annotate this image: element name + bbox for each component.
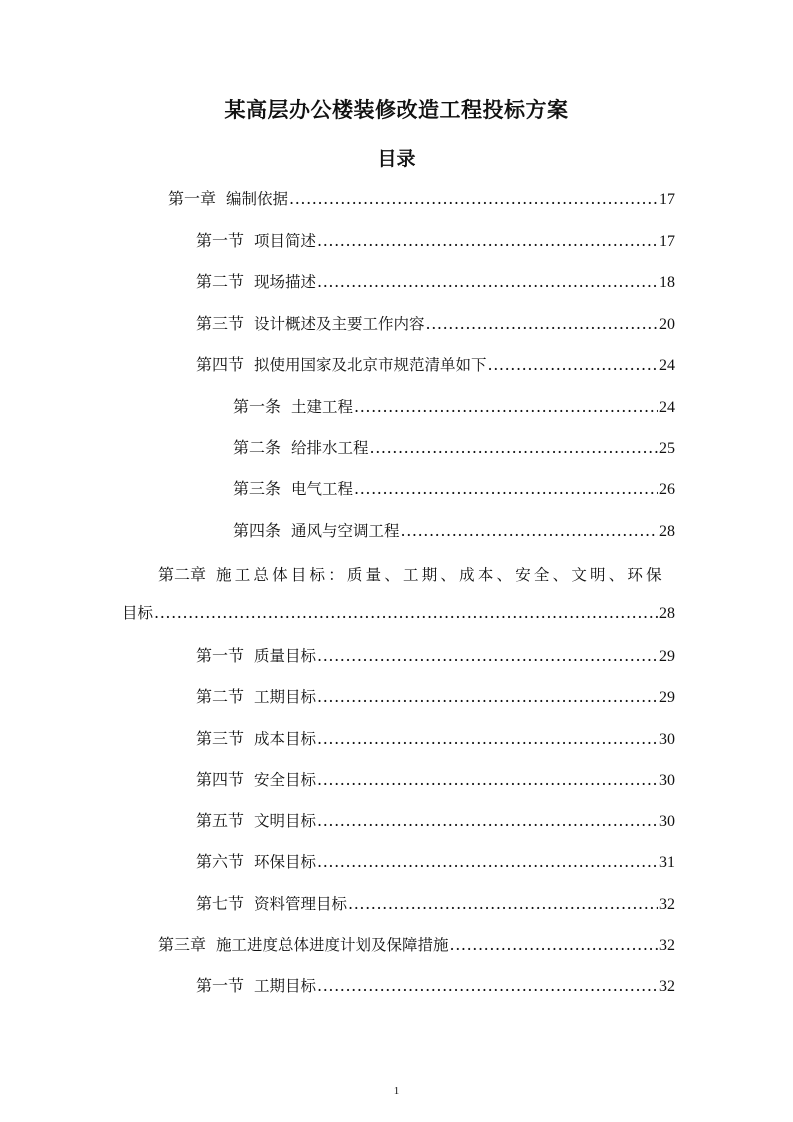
toc-entry-title: 项目简述 [254,232,317,250]
toc-entry-chapter-2-continued[interactable] [122,601,675,625]
toc-entry-title: 拟使用国家及北京市规范清单如下 [254,356,487,374]
toc-entry-section[interactable] [196,228,675,252]
toc-dot-leader [317,729,658,748]
toc-heading: 目录 [377,148,416,170]
toc-entry-section[interactable] [196,726,675,750]
toc-entry-chapter-2[interactable] [158,562,665,585]
toc-entry-title: 土建工程 [291,398,354,416]
toc-entry-section[interactable] [196,311,675,335]
toc-entry-number: 第七节 [196,894,245,913]
toc-entry-number: 第一条 [233,397,282,416]
toc-entry-number: 第二节 [196,687,245,706]
toc-entry-chapter-1[interactable] [168,186,675,210]
toc-dot-leader [317,687,658,706]
toc-dot-leader [488,355,658,374]
toc-entry-title: 文明目标 [254,812,317,830]
toc-entry-title-continued: 目标 [122,604,154,622]
toc-entry-title: 电气工程 [291,480,354,498]
toc-entry-page: 25 [659,440,675,457]
toc-entry-number: 第三条 [233,479,282,498]
toc-entry-section[interactable] [196,352,675,376]
toc-entry-title: 质量目标 [254,647,317,665]
toc-entry-title: 施工总体目标：质量、工期、成本、安全、文明、环保 [216,566,665,584]
toc-entry-number: 第一节 [196,231,245,250]
toc-entry-page: 26 [659,481,675,498]
toc-dot-leader [450,935,658,954]
toc-entry-article[interactable] [233,476,675,500]
toc-entry-section[interactable] [196,891,675,915]
toc-dot-leader [370,438,658,457]
toc-entry-number: 第一节 [196,646,245,665]
page-number: 1 [393,1085,400,1097]
toc-entry-number: 第六节 [196,852,245,871]
toc-entry-section[interactable] [196,269,675,293]
document-title: 某高层办公楼装修改造工程投标方案 [224,98,569,122]
toc-entry-section[interactable] [196,973,675,997]
toc-entry-page: 30 [659,772,675,789]
toc-entry-page: 32 [659,937,675,954]
toc-entry-number: 第一章 [168,189,217,208]
toc-entry-title: 编制依据 [226,190,289,208]
toc-entry-page: 30 [659,731,675,748]
toc-entry-article[interactable] [233,518,675,542]
toc-entry-number: 第三节 [196,314,245,333]
toc-entry-section[interactable] [196,643,675,667]
toc-entry-page: 28 [659,605,675,622]
toc-entry-page: 20 [659,316,675,333]
toc-entry-section[interactable] [196,684,675,708]
toc-entry-title: 工期目标 [254,977,317,995]
toc-entry-title: 设计概述及主要工作内容 [254,315,425,333]
toc-entry-page: 32 [659,978,675,995]
toc-entry-page: 30 [659,813,675,830]
toc-dot-leader [317,976,658,995]
toc-entry-title: 通风与空调工程 [291,522,400,540]
toc-dot-leader [354,479,658,498]
toc-dot-leader [317,770,658,789]
toc-dot-leader [317,811,658,830]
toc-entry-article[interactable] [233,394,675,418]
toc-entry-title: 环保目标 [254,853,317,871]
toc-entry-page: 18 [659,274,675,291]
toc-entry-article[interactable] [233,435,675,459]
toc-entry-title: 给排水工程 [291,439,369,457]
toc-entry-number: 第四条 [233,521,282,540]
toc-dot-leader [354,397,658,416]
toc-entry-page: 24 [659,357,675,374]
toc-entry-title: 安全目标 [254,771,317,789]
toc-dot-leader [348,894,658,913]
toc-entry-chapter-3[interactable] [158,932,675,956]
toc-entry-number: 第二章 [158,565,207,584]
toc-entry-page: 29 [659,648,675,665]
toc-entry-title: 工期目标 [254,688,317,706]
toc-entry-title: 施工进度总体进度计划及保障措施 [216,936,449,954]
toc-entry-page: 17 [659,191,675,208]
toc-dot-leader [317,272,658,291]
toc-entry-number: 第四节 [196,355,245,374]
toc-dot-leader [289,189,658,208]
toc-entry-page: 32 [659,896,675,913]
toc-dot-leader [317,646,658,665]
toc-entry-title: 资料管理目标 [254,895,348,913]
toc-entry-number: 第三节 [196,729,245,748]
toc-entry-number: 第一节 [196,976,245,995]
toc-entry-number: 第四节 [196,770,245,789]
toc-entry-section[interactable] [196,808,675,832]
toc-dot-leader [426,314,658,333]
toc-entry-page: 24 [659,399,675,416]
toc-entry-page: 29 [659,689,675,706]
toc-entry-number: 第三章 [158,935,207,954]
toc-entry-title: 成本目标 [254,730,317,748]
toc-entry-number: 第二节 [196,272,245,291]
toc-entry-number: 第五节 [196,811,245,830]
toc-entry-number: 第二条 [233,438,282,457]
toc-entry-page: 28 [659,523,675,540]
toc-entry-page: 17 [659,233,675,250]
toc-entry-page: 31 [659,854,675,871]
toc-dot-leader [317,852,658,871]
toc-dot-leader [154,603,658,622]
toc-entry-section[interactable] [196,767,675,791]
toc-dot-leader [317,231,658,250]
toc-entry-title: 现场描述 [254,273,317,291]
toc-dot-leader [401,521,658,540]
toc-entry-section[interactable] [196,849,675,873]
